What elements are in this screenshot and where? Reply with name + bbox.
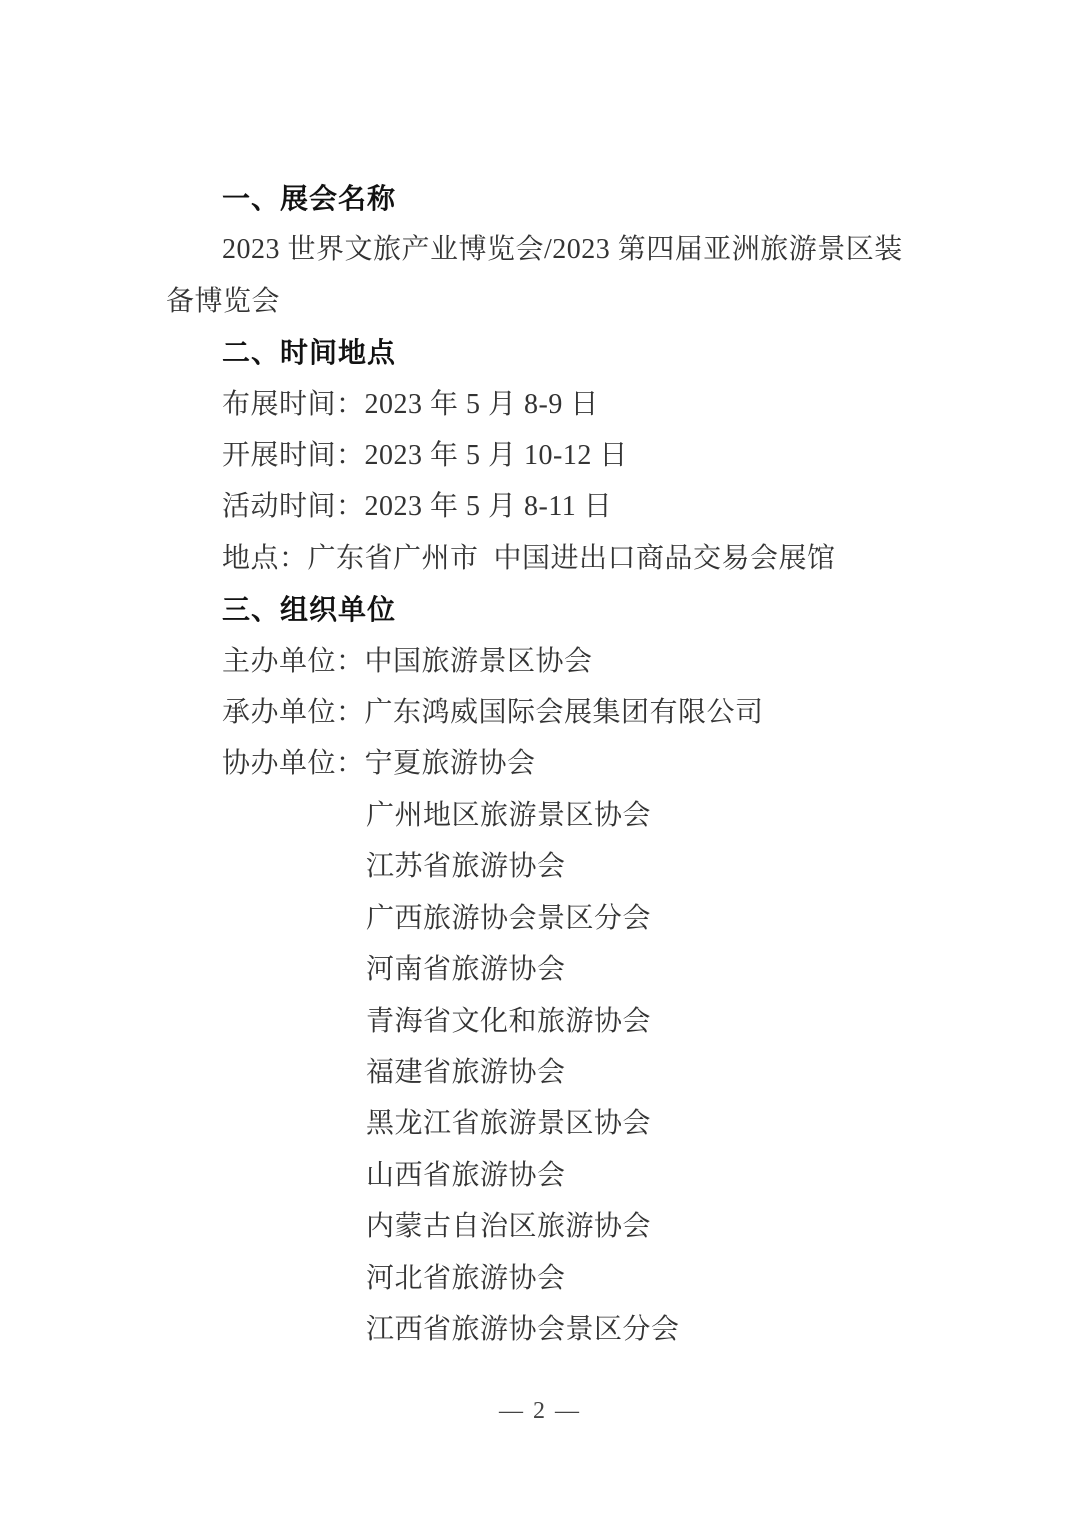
co-organizer-3: 江苏省旅游协会 (366, 851, 566, 883)
co-organizer-12: 江西省旅游协会景区分会 (366, 1313, 680, 1345)
heading-time-place: 二、时间地点 (222, 337, 397, 369)
page-footer (0, 1398, 1080, 1425)
heading-organizers: 三、组织单位 (222, 594, 397, 626)
co-organizer-1: 协办单位：宁夏旅游协会 (222, 748, 536, 780)
setup-time: 布展时间：2023 年 5 月 8-9 日 (222, 388, 599, 420)
heading-exhibition-name: 一、展会名称 (222, 183, 397, 214)
co-organizer-5: 河南省旅游协会 (366, 954, 566, 986)
host-unit: 主办单位：中国旅游景区协会 (222, 645, 593, 677)
co-organizer-10: 内蒙古自治区旅游协会 (366, 1211, 652, 1243)
co-organizer-6: 青海省文化和旅游协会 (366, 1005, 652, 1037)
organizer-unit: 承办单位：广东鸿威国际会展集团有限公司 (222, 697, 764, 729)
co-organizer-9: 山西省旅游协会 (366, 1159, 566, 1191)
exhibition-name-line-1: 2023 世界文旅产业博览会/2023 第四届亚洲旅游景区装 (222, 234, 903, 266)
co-organizer-8: 黑龙江省旅游景区协会 (366, 1108, 652, 1140)
location: 地点：广东省广州市 中国进出口商品交易会展馆 (222, 542, 836, 574)
co-organizer-4: 广西旅游协会景区分会 (366, 902, 652, 934)
co-organizer-2: 广州地区旅游景区协会 (366, 799, 652, 831)
co-organizer-7: 福建省旅游协会 (366, 1056, 566, 1088)
open-time: 开展时间：2023 年 5 月 10-12 日 (222, 440, 628, 472)
activity-time: 活动时间：2023 年 5 月 8-11 日 (222, 491, 613, 523)
exhibition-name-line-2: 备博览会 (166, 285, 281, 317)
document-body (166, 173, 926, 1355)
co-organizer-11: 河北省旅游协会 (366, 1262, 566, 1294)
page-number: — 2 — (499, 1398, 581, 1424)
